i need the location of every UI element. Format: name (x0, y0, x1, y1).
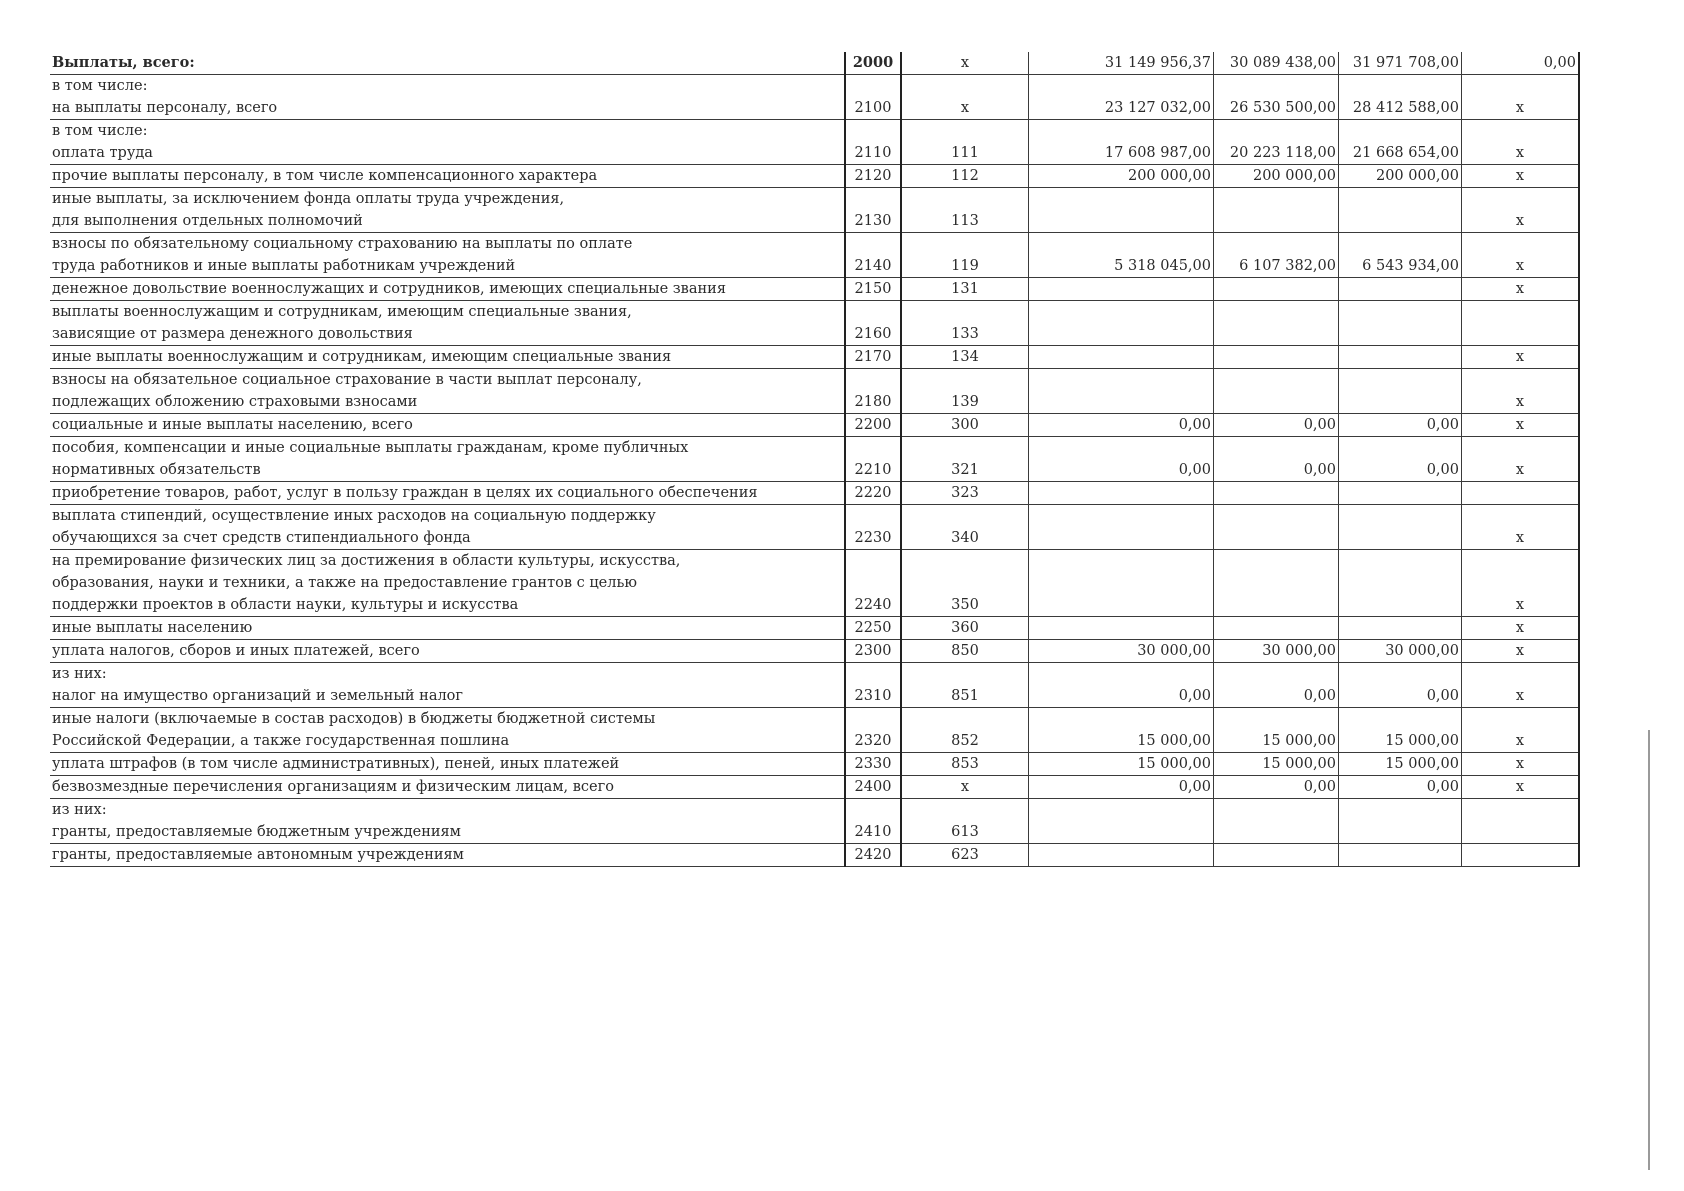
row-kbk-cell: 323 (901, 482, 1029, 505)
row-code-cell: 2320 (845, 708, 901, 753)
row-value-cell (1214, 617, 1339, 640)
row-name-line: в том числе: (52, 78, 148, 94)
row-kbk-cell: 300 (901, 414, 1029, 437)
row-name-line: налог на имущество организаций и земельный налог (52, 688, 464, 704)
table-row (50, 617, 1579, 640)
row-kbk-cell: 350 (901, 550, 1029, 617)
table-row (50, 120, 1579, 165)
row-name-cell (50, 188, 845, 233)
row-value-cell (1029, 301, 1214, 346)
row-name-line: образования, науки и техники, а также на предоставление грантов с целью (52, 575, 637, 591)
row-value-cell: 15 000,00 (1029, 753, 1214, 776)
row-name-line: пособия, компенсации и иные социальные выплаты гражданам, кроме публичных (52, 440, 689, 456)
row-value-cell (1339, 278, 1462, 301)
row-name-cell (50, 165, 845, 188)
row-value-cell: 0,00 (1029, 437, 1214, 482)
row-name-cell (50, 278, 845, 301)
row-name-line: уплата штрафов (в том числе административных), пеней, иных платежей (52, 756, 620, 772)
row-name-line: подлежащих обложению страховыми взносами (52, 394, 418, 410)
row-name-line: из них: (52, 666, 107, 682)
row-kbk-cell: 133 (901, 301, 1029, 346)
row-value-cell (1339, 369, 1462, 414)
row-code-cell: 2100 (845, 75, 901, 120)
row-name-cell (50, 844, 845, 867)
row-value-cell (1029, 188, 1214, 233)
row-value-cell: 0,00 (1462, 52, 1580, 75)
row-value-cell: 15 000,00 (1214, 708, 1339, 753)
row-value-cell: 15 000,00 (1214, 753, 1339, 776)
row-kbk-cell: 134 (901, 346, 1029, 369)
table-row (50, 52, 1579, 75)
row-value-cell: x (1462, 188, 1580, 233)
row-value-cell: x (1462, 708, 1580, 753)
row-name-line: на выплаты персоналу, всего (52, 100, 278, 116)
row-kbk-cell: 321 (901, 437, 1029, 482)
row-value-cell: x (1462, 776, 1580, 799)
row-name-line: поддержки проектов в области науки, культуры и искусства (52, 597, 519, 613)
row-kbk-cell: 613 (901, 799, 1029, 844)
row-value-cell: 31 149 956,37 (1029, 52, 1214, 75)
row-name-cell (50, 799, 845, 844)
table-row (50, 369, 1579, 414)
row-value-cell: x (1462, 75, 1580, 120)
row-code-cell: 2410 (845, 799, 901, 844)
row-value-cell (1214, 550, 1339, 617)
row-name-line: приобретение товаров, работ, услуг в пользу граждан в целях их социального обеспечения (52, 485, 758, 501)
payments-table-body (50, 52, 1579, 867)
row-name-cell (50, 776, 845, 799)
row-name-line: взносы по обязательному социальному страхованию на выплаты по оплате (52, 236, 633, 252)
row-value-cell (1339, 617, 1462, 640)
row-value-cell: x (1462, 437, 1580, 482)
row-code-cell: 2130 (845, 188, 901, 233)
row-value-cell: 0,00 (1339, 776, 1462, 799)
row-name-line: выплата стипендий, осуществление иных расходов на социальную поддержку (52, 508, 656, 524)
row-value-cell: x (1462, 640, 1580, 663)
row-value-cell: 30 000,00 (1339, 640, 1462, 663)
row-code-cell: 2160 (845, 301, 901, 346)
row-value-cell: x (1462, 753, 1580, 776)
row-value-cell: x (1462, 663, 1580, 708)
row-value-cell: 6 543 934,00 (1339, 233, 1462, 278)
row-name-cell (50, 414, 845, 437)
row-kbk-cell: 119 (901, 233, 1029, 278)
table-row (50, 776, 1579, 799)
row-kbk-cell: 131 (901, 278, 1029, 301)
table-row (50, 844, 1579, 867)
row-name-cell (50, 505, 845, 550)
row-value-cell: 21 668 654,00 (1339, 120, 1462, 165)
row-name-cell (50, 550, 845, 617)
row-value-cell: x (1462, 120, 1580, 165)
table-row (50, 753, 1579, 776)
row-value-cell (1214, 482, 1339, 505)
table-row (50, 414, 1579, 437)
row-kbk-cell: 340 (901, 505, 1029, 550)
row-name-line: нормативных обязательств (52, 462, 261, 478)
scan-margin-line (1648, 730, 1650, 1170)
row-value-cell (1339, 301, 1462, 346)
table-row (50, 188, 1579, 233)
row-name-line: иные выплаты населению (52, 620, 253, 636)
row-value-cell (1462, 482, 1580, 505)
row-value-cell (1029, 844, 1214, 867)
row-value-cell (1029, 617, 1214, 640)
row-value-cell (1339, 505, 1462, 550)
table-row (50, 301, 1579, 346)
row-code-cell: 2310 (845, 663, 901, 708)
row-code-cell: 2420 (845, 844, 901, 867)
row-name-line: труда работников и иные выплаты работникам учреждений (52, 258, 516, 274)
row-value-cell (1029, 550, 1214, 617)
row-value-cell (1339, 550, 1462, 617)
row-value-cell (1462, 799, 1580, 844)
row-name-line: обучающихся за счет средств стипендиального фонда (52, 530, 471, 546)
table-row (50, 165, 1579, 188)
row-code-cell: 2170 (845, 346, 901, 369)
row-name-line: из них: (52, 802, 107, 818)
row-value-cell (1029, 278, 1214, 301)
row-name-cell (50, 708, 845, 753)
row-code-cell: 2210 (845, 437, 901, 482)
row-kbk-cell: x (901, 776, 1029, 799)
row-name-cell (50, 52, 845, 75)
row-name-cell (50, 640, 845, 663)
row-value-cell: 30 000,00 (1214, 640, 1339, 663)
row-kbk-cell: 623 (901, 844, 1029, 867)
row-value-cell (1029, 482, 1214, 505)
row-value-cell (1214, 188, 1339, 233)
row-value-cell: 0,00 (1214, 437, 1339, 482)
table-row (50, 437, 1579, 482)
row-value-cell (1029, 799, 1214, 844)
row-value-cell (1462, 844, 1580, 867)
payments-table (50, 52, 1580, 867)
row-value-cell (1214, 799, 1339, 844)
row-value-cell (1029, 369, 1214, 414)
row-name-line: гранты, предоставляемые автономным учреждениям (52, 847, 464, 863)
row-code-cell: 2220 (845, 482, 901, 505)
row-value-cell (1339, 799, 1462, 844)
row-value-cell (1339, 482, 1462, 505)
row-value-cell: 31 971 708,00 (1339, 52, 1462, 75)
row-value-cell: 28 412 588,00 (1339, 75, 1462, 120)
row-name-line: иные выплаты военнослужащим и сотрудникам, имеющим специальные звания (52, 349, 672, 365)
row-name-cell (50, 75, 845, 120)
row-value-cell (1214, 301, 1339, 346)
row-kbk-cell: 112 (901, 165, 1029, 188)
row-code-cell: 2200 (845, 414, 901, 437)
row-code-cell: 2230 (845, 505, 901, 550)
row-kbk-cell: x (901, 52, 1029, 75)
row-kbk-cell: 111 (901, 120, 1029, 165)
row-value-cell: 0,00 (1339, 663, 1462, 708)
row-value-cell: 15 000,00 (1339, 753, 1462, 776)
row-value-cell: x (1462, 369, 1580, 414)
row-code-cell: 2300 (845, 640, 901, 663)
row-name-cell (50, 753, 845, 776)
row-value-cell (1214, 346, 1339, 369)
row-value-cell: 0,00 (1029, 414, 1214, 437)
row-name-line: социальные и иные выплаты населению, всего (52, 417, 413, 433)
row-kbk-cell: x (901, 75, 1029, 120)
row-name-cell (50, 301, 845, 346)
table-row (50, 482, 1579, 505)
row-value-cell: 0,00 (1029, 776, 1214, 799)
row-name-line: иные налоги (включаемые в состав расходов) в бюджеты бюджетной системы (52, 711, 656, 727)
row-code-cell: 2250 (845, 617, 901, 640)
row-name-line: Российской Федерации, а также государственная пошлина (52, 733, 510, 749)
row-value-cell: x (1462, 617, 1580, 640)
row-kbk-cell: 853 (901, 753, 1029, 776)
row-name-line: взносы на обязательное социальное страхование в части выплат персоналу, (52, 372, 642, 388)
row-value-cell (1214, 505, 1339, 550)
row-value-cell: 0,00 (1029, 663, 1214, 708)
row-value-cell: 30 089 438,00 (1214, 52, 1339, 75)
row-code-cell: 2180 (845, 369, 901, 414)
row-name-line: уплата налогов, сборов и иных платежей, всего (52, 643, 420, 659)
row-value-cell: 5 318 045,00 (1029, 233, 1214, 278)
row-value-cell: 6 107 382,00 (1214, 233, 1339, 278)
row-value-cell (1462, 301, 1580, 346)
row-name-line: на премирование физических лиц за достижения в области культуры, искусства, (52, 553, 681, 569)
row-code-cell: 2110 (845, 120, 901, 165)
table-row (50, 708, 1579, 753)
row-code-cell: 2400 (845, 776, 901, 799)
row-name-cell (50, 437, 845, 482)
row-value-cell: 26 530 500,00 (1214, 75, 1339, 120)
row-value-cell (1214, 278, 1339, 301)
row-name-cell (50, 233, 845, 278)
row-value-cell: 0,00 (1214, 663, 1339, 708)
row-name-line: гранты, предоставляемые бюджетным учреждениям (52, 824, 461, 840)
row-value-cell: x (1462, 233, 1580, 278)
row-value-cell: x (1462, 165, 1580, 188)
row-value-cell: 0,00 (1339, 414, 1462, 437)
row-value-cell: 200 000,00 (1339, 165, 1462, 188)
row-value-cell: x (1462, 414, 1580, 437)
row-name-line: выплаты военнослужащим и сотрудникам, имеющим специальные звания, (52, 304, 632, 320)
row-value-cell: 20 223 118,00 (1214, 120, 1339, 165)
row-kbk-cell: 139 (901, 369, 1029, 414)
row-name-cell (50, 120, 845, 165)
table-row (50, 75, 1579, 120)
row-name-cell (50, 617, 845, 640)
row-name-line: для выполнения отдельных полномочий (52, 213, 363, 229)
row-name-line: иные выплаты, за исключением фонда оплаты труда учреждения, (52, 191, 565, 207)
row-name-cell (50, 369, 845, 414)
row-name-line: прочие выплаты персоналу, в том числе компенсационного характера (52, 168, 598, 184)
table-row (50, 799, 1579, 844)
row-value-cell: 23 127 032,00 (1029, 75, 1214, 120)
table-row (50, 346, 1579, 369)
row-kbk-cell: 360 (901, 617, 1029, 640)
table-row (50, 550, 1579, 617)
row-code-cell: 2000 (845, 52, 901, 75)
row-kbk-cell: 852 (901, 708, 1029, 753)
row-name-line: в том числе: (52, 123, 148, 139)
row-name-line: зависящие от размера денежного довольствия (52, 326, 413, 342)
row-value-cell: x (1462, 278, 1580, 301)
row-name-line: оплата труда (52, 145, 153, 161)
table-row (50, 663, 1579, 708)
row-code-cell: 2240 (845, 550, 901, 617)
row-name-line: денежное довольствие военнослужащих и сотрудников, имеющих специальные звания (52, 281, 726, 297)
row-value-cell: 0,00 (1214, 414, 1339, 437)
row-value-cell (1339, 844, 1462, 867)
row-name-cell (50, 346, 845, 369)
row-value-cell (1029, 505, 1214, 550)
row-code-cell: 2330 (845, 753, 901, 776)
row-code-cell: 2150 (845, 278, 901, 301)
row-code-cell: 2140 (845, 233, 901, 278)
row-name-cell (50, 663, 845, 708)
row-kbk-cell: 851 (901, 663, 1029, 708)
row-name-line: Выплаты, всего: (52, 54, 195, 71)
row-value-cell (1339, 188, 1462, 233)
row-name-line: безвозмездные перечисления организациям и физическим лицам, всего (52, 779, 614, 795)
row-value-cell: 200 000,00 (1029, 165, 1214, 188)
row-value-cell: x (1462, 550, 1580, 617)
row-value-cell: 0,00 (1339, 437, 1462, 482)
row-value-cell: 17 608 987,00 (1029, 120, 1214, 165)
table-row (50, 278, 1579, 301)
row-name-cell (50, 482, 845, 505)
row-kbk-cell: 113 (901, 188, 1029, 233)
row-value-cell: x (1462, 346, 1580, 369)
row-value-cell (1214, 369, 1339, 414)
row-value-cell: 15 000,00 (1339, 708, 1462, 753)
row-value-cell (1339, 346, 1462, 369)
row-value-cell: 200 000,00 (1214, 165, 1339, 188)
table-row (50, 233, 1579, 278)
row-value-cell: 30 000,00 (1029, 640, 1214, 663)
row-value-cell (1029, 346, 1214, 369)
table-row (50, 505, 1579, 550)
row-value-cell: x (1462, 505, 1580, 550)
row-value-cell: 15 000,00 (1029, 708, 1214, 753)
row-code-cell: 2120 (845, 165, 901, 188)
row-value-cell (1214, 844, 1339, 867)
row-kbk-cell: 850 (901, 640, 1029, 663)
table-row (50, 640, 1579, 663)
row-value-cell: 0,00 (1214, 776, 1339, 799)
